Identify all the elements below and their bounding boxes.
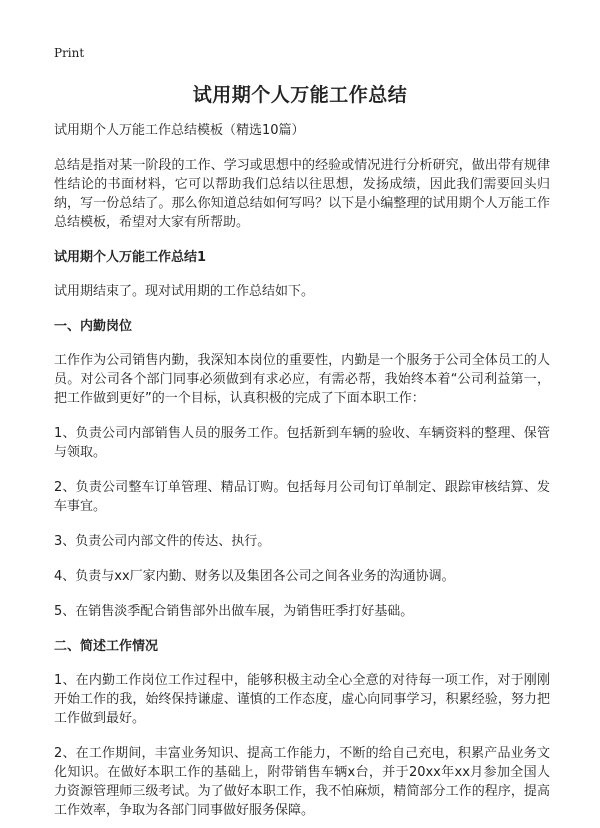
intro-paragraph: 总结是指对某一阶段的工作、学习或思想中的经验或情况进行分析研究，做出带有规律性结论的书面材料，它可以帮助我们总结以往思想，发扬成绩，因此我们需要回头归纳，写一份总结了。那么你知道总结如何写吗？以下是小编整理的试用期个人万能工作总结模板，希望对大家有所帮助。 [54,158,550,230]
section-heading: 试用期个人万能工作总结1 [54,250,207,265]
document-body [54,121,550,820]
list-item: 1、负责公司内部销售人员的服务工作。包括新到车辆的验收、车辆资料的整理、保管与领取。 [54,426,550,460]
list-item: 3、负责公司内部文件的传达、执行。 [54,534,271,549]
section-lead: 试用期结束了。现对试用期的工作总结如下。 [54,284,315,299]
page-title: 试用期个人万能工作总结 [192,84,408,106]
print-link[interactable]: Print [54,46,85,60]
part-heading-2: 二、简述工作情况 [54,639,159,654]
list-item: 5、在销售淡季配合销售部外出做车展，为销售旺季打好基础。 [54,604,414,619]
document-subtitle: 试用期个人万能工作总结模板（精选10篇） [54,123,305,138]
list-item: 2、负责公司整车订单管理、精品订购。包括每月公司旬订单制定、跟踪审核结算、发车事宜。 [54,480,550,514]
list-item: 1、在内勤工作岗位工作过程中，能够积极主动全心全意的对待每一项工作，对于刚刚开始工作的我，始终保持谦虚、谨慎的工作态度，虚心向同事学习，积累经验，努力把工作做到最好。 [54,673,550,726]
list-item: 2、在工作期间，丰富业务知识、提高工作能力，不断的给自己充电，积累产品业务文化知识。在做好本职工作的基础上，附带销售车辆x台，并于20xx年xx月参加全国人力资源管理师三级考试。为了做好本职工作，我不怕麻烦，精简部分工作的程序，提高工作效率，争取为各部门同事做好服务保障。 [54,746,550,818]
paragraph: 工作作为公司销售内勤，我深知本岗位的重要性，内勤是一个服务于公司全体员工的人员。对公司各个部门同事必须做到有求必应，有需必帮，我始终本着“公司利益第一，把工作做到更好”的一个目标，认真积极的完成了下面本职工作： [54,353,550,406]
part-heading-1: 一、内勤岗位 [54,319,133,334]
list-item: 4、负责与xx厂家内勤、财务以及集团各公司之间各业务的沟通协调。 [54,569,455,584]
